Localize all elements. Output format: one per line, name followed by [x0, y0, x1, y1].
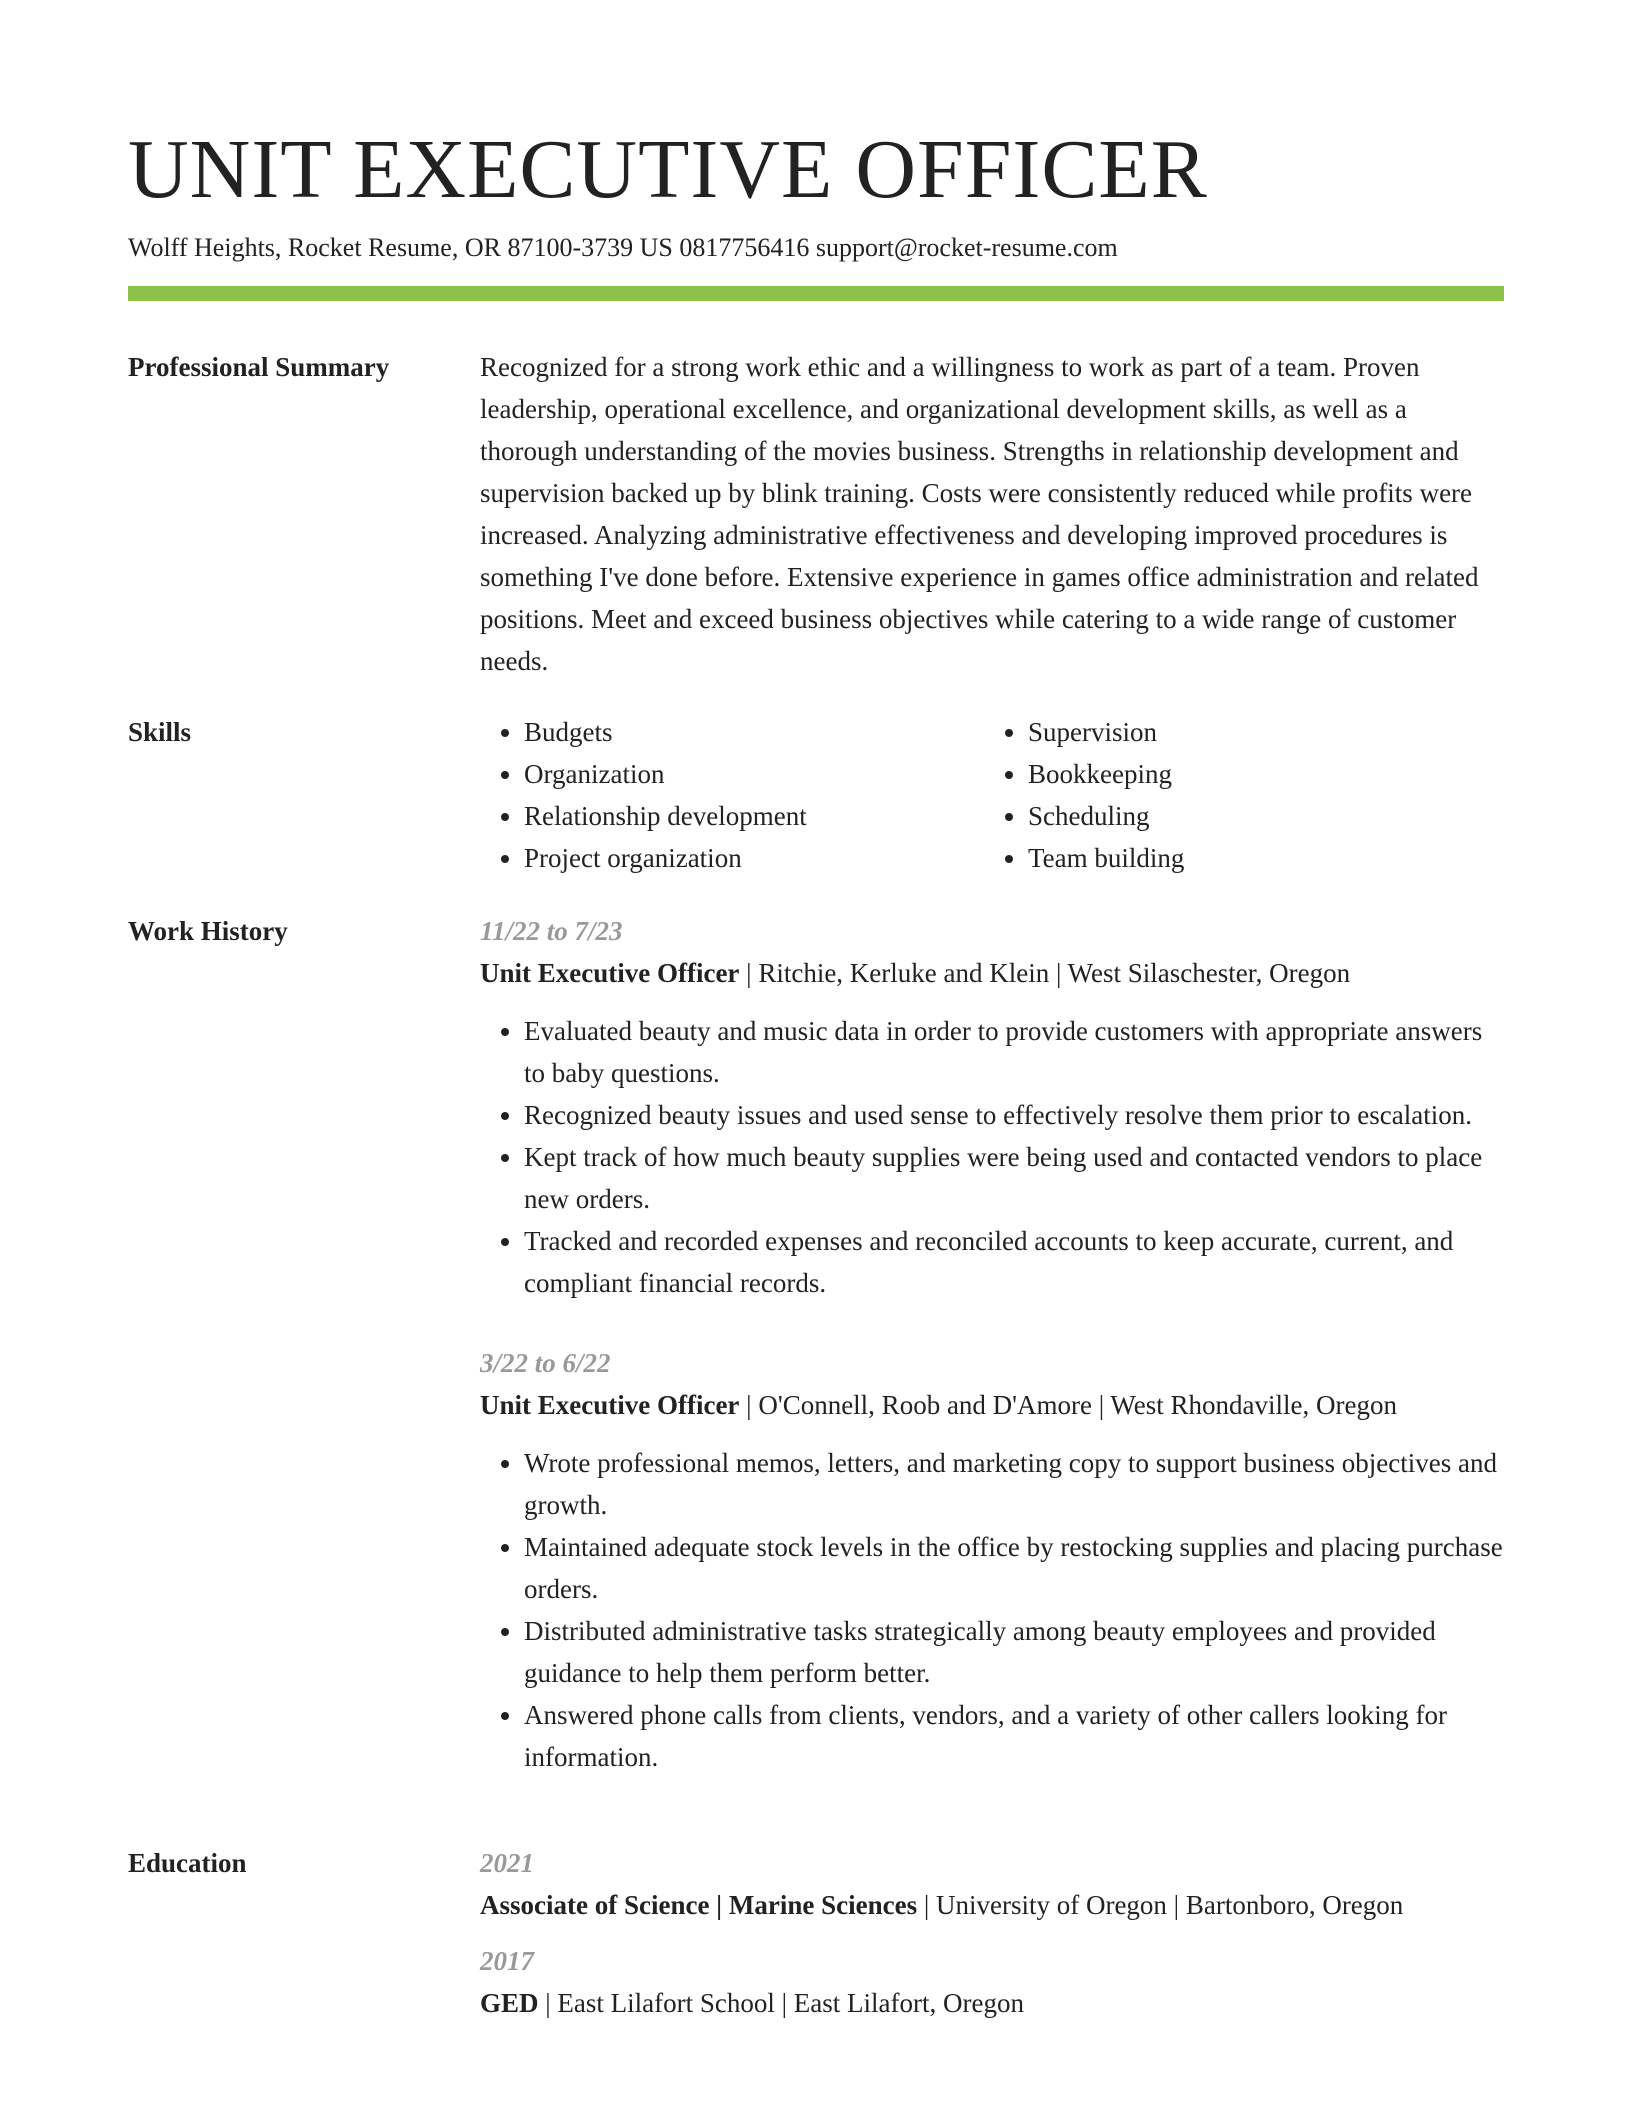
education-details: | East Lilafort School | East Lilafort, Oregon: [538, 1988, 1024, 2018]
education-entry: [480, 1940, 1504, 2024]
education-details: | University of Oregon | Bartonboro, Oregon: [917, 1890, 1404, 1920]
job-bullets: [480, 1010, 1504, 1304]
job-bullet: • Wrote professional memos, letters, and marketing copy to support business objectives and growth.: [524, 1442, 1504, 1526]
skill-item: • Project organization: [524, 837, 984, 879]
skill-item: • Supervision: [1028, 711, 1488, 753]
job-heading: [480, 1384, 1504, 1426]
skills-body: [480, 711, 1504, 879]
education-year: 2017: [480, 1946, 534, 1976]
candidate-name: UNIT EXECUTIVE OFFICER: [128, 123, 1208, 216]
work-heading: Work History: [128, 916, 288, 946]
job-bullet: • Answered phone calls from clients, vendors, and a variety of other callers looking for information.: [524, 1694, 1504, 1778]
job-title: Unit Executive Officer: [480, 958, 740, 988]
job-bullets: [480, 1442, 1504, 1778]
job-dates: 3/22 to 6/22: [480, 1348, 611, 1378]
skills-left-list: [480, 711, 984, 879]
skill-item: • Team building: [1028, 837, 1488, 879]
skill-item: • Scheduling: [1028, 795, 1488, 837]
job-entry: [480, 910, 1504, 1304]
contact-line: Wolff Heights, Rocket Resume, OR 87100-3739 US 0817756416 support@rocket-resume.com: [128, 233, 1118, 262]
job-heading: [480, 952, 1504, 994]
job-details: | Ritchie, Kerluke and Klein | West Silaschester, Oregon: [739, 958, 1351, 988]
skill-item: • Relationship development: [524, 795, 984, 837]
work-body: [480, 910, 1504, 1778]
header-divider: [128, 286, 1504, 301]
summary-text: Recognized for a strong work ethic and a willingness to work as part of a team. Proven leadership, operational excellence, and organizational development skills, as well as a thorough understanding of the movies business. Strengths in relationship development and supervision backed up by blink training. Costs were consistently reduced while profits were increased. Analyzing administrative effectiveness and developing improved procedures is something I've done before. Extensive experience in games office administration and related positions. Meet and exceed business objectives while catering to a wide range of customer needs.: [480, 352, 1479, 676]
job-bullet: • Recognized beauty issues and used sense to effectively resolve them prior to escalation.: [524, 1094, 1504, 1136]
skill-item: • Bookkeeping: [1028, 753, 1488, 795]
education-entry: [480, 1842, 1504, 1926]
job-bullet: • Distributed administrative tasks strategically among beauty employees and provided guidance to help them perform better.: [524, 1610, 1504, 1694]
education-heading-line: [480, 1982, 1504, 2024]
job-details: | O'Connell, Roob and D'Amore | West Rhondaville, Oregon: [739, 1390, 1397, 1420]
education-heading-line: [480, 1884, 1504, 1926]
job-bullet: • Evaluated beauty and music data in order to provide customers with appropriate answers to baby questions.: [524, 1010, 1504, 1094]
education-degree: Associate of Science | Marine Sciences: [480, 1890, 918, 1920]
education-year: 2021: [480, 1848, 534, 1878]
education-degree: GED: [480, 1988, 539, 2018]
summary-heading: Professional Summary: [128, 352, 390, 382]
job-entry: [480, 1342, 1504, 1778]
skill-item: • Budgets: [524, 711, 984, 753]
job-dates: 11/22 to 7/23: [480, 916, 623, 946]
job-bullet: • Tracked and recorded expenses and reconciled accounts to keep accurate, current, and compliant financial records.: [524, 1220, 1504, 1304]
skills-right-list: [984, 711, 1488, 879]
education-body: [480, 1842, 1504, 2024]
job-bullet: • Kept track of how much beauty supplies were being used and contacted vendors to place new orders.: [524, 1136, 1504, 1220]
skills-heading: Skills: [128, 717, 192, 747]
job-bullet: • Maintained adequate stock levels in the office by restocking supplies and placing purchase orders.: [524, 1526, 1504, 1610]
summary-body: [480, 346, 1504, 682]
education-heading: Education: [128, 1848, 247, 1878]
job-title: Unit Executive Officer: [480, 1390, 740, 1420]
skill-item: • Organization: [524, 753, 984, 795]
